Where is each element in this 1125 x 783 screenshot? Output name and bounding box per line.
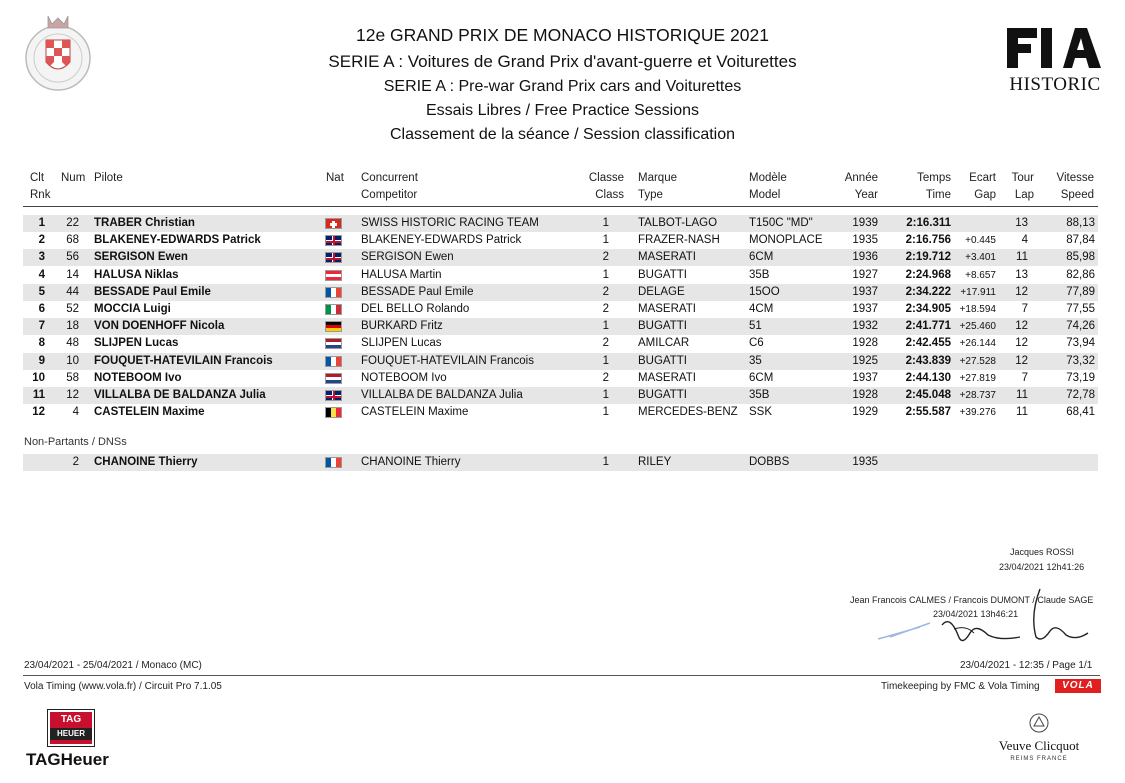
best-lap: 7 [1021, 371, 1028, 384]
speed: 74,26 [1066, 320, 1095, 333]
car-number: 68 [66, 234, 79, 247]
competitor: SERGISON Ewen [361, 251, 454, 264]
class: 1 [602, 268, 609, 281]
signatory-2-names: Jean Francois CALMES / Francois DUMONT / Claude SAGE [850, 595, 1094, 605]
dns-label: Non-Partants / DNSs [24, 436, 127, 448]
lap-time: 2:34.905 [905, 303, 951, 315]
lap-time: 2:43.839 [905, 354, 951, 367]
lap-time: 2:44.130 [905, 371, 951, 384]
col-ecart-fr: Ecart [969, 172, 996, 184]
year: 1928 [852, 389, 878, 401]
nationality-flag-icon [325, 304, 342, 315]
best-lap: 11 [1016, 389, 1028, 401]
gap: +28.737 [959, 390, 996, 401]
footer-page-info: 23/04/2021 - 12:35 / Page 1/1 [960, 660, 1093, 671]
make: TALBOT-LAGO [638, 217, 718, 229]
tag-heuer-shield-mid: HEUER [50, 728, 92, 740]
rank: 10 [32, 371, 45, 384]
car-number: 48 [66, 337, 79, 350]
signatory-1-time: 23/04/2021 12h41:26 [999, 562, 1085, 572]
signatory-2-time: 23/04/2021 13h46:21 [933, 609, 1019, 619]
nationality-flag-icon [325, 407, 342, 418]
col-tour [1006, 170, 1034, 204]
col-ecart [960, 170, 996, 204]
col-temps-fr: Temps [917, 172, 951, 184]
table-row [23, 353, 1098, 370]
lap-time: 2:16.311 [906, 217, 951, 229]
col-classe [584, 170, 624, 204]
nationality-flag-icon [325, 321, 342, 332]
footer-event-dates: 23/04/2021 - 25/04/2021 / Monaco (MC) [24, 660, 202, 671]
competitor: BLAKENEY-EDWARDS Patrick [361, 234, 522, 247]
veuve-clicquot-crest-icon [1028, 712, 1050, 734]
year: 1932 [852, 320, 878, 333]
table-row [23, 249, 1098, 266]
vola-logo: VOLA [1055, 679, 1101, 693]
driver-name: MOCCIA Luigi [94, 303, 171, 315]
driver-name: SERGISON Ewen [94, 251, 188, 264]
best-lap: 13 [1015, 268, 1028, 281]
rank: 7 [38, 320, 45, 333]
col-marque [638, 170, 677, 204]
class: 2 [602, 251, 609, 264]
best-lap: 12 [1015, 337, 1028, 350]
lap-time: 2:34.222 [905, 285, 951, 298]
session-title: Essais Libres / Free Practice Sessions [426, 102, 699, 119]
car-number: 52 [66, 303, 79, 315]
col-tour-en: Lap [1014, 189, 1034, 201]
col-concurrent [361, 170, 418, 204]
best-lap: 12 [1015, 320, 1028, 333]
make: BUGATTI [638, 268, 687, 281]
table-row [23, 404, 1098, 421]
model: MONOPLACE [749, 234, 823, 247]
make: RILEY [638, 456, 672, 468]
gap: +26.144 [959, 338, 996, 350]
car-number: 14 [66, 268, 79, 281]
table-row [23, 370, 1098, 387]
col-marque-fr: Marque [638, 172, 677, 184]
year: 1927 [852, 268, 878, 281]
nationality-flag-icon [325, 235, 342, 246]
driver-name: VON DOENHOFF Nicola [94, 320, 225, 333]
series-title-fr: SERIE A : Voitures de Grand Prix d'avant-guerre et Voiturettes [328, 52, 797, 71]
make: MASERATI [638, 251, 696, 264]
gap: +39.276 [959, 407, 996, 419]
col-vitesse [1050, 170, 1094, 204]
driver-name: TRABER Christian [94, 217, 195, 229]
veuve-clicquot-subtext: REIMS FRANCE [1010, 756, 1068, 762]
best-lap: 11 [1016, 406, 1028, 419]
year: 1937 [852, 303, 878, 315]
tag-heuer-text: TAGHeuer [26, 750, 109, 769]
gap: +3.401 [965, 252, 996, 264]
table-row [23, 387, 1098, 404]
veuve-clicquot-text: Veuve Clicquot [998, 738, 1080, 753]
class: 1 [602, 456, 609, 468]
rank: 4 [38, 268, 45, 281]
driver-name: CASTELEIN Maxime [94, 406, 205, 419]
nationality-flag-icon [325, 338, 342, 349]
model: 15OO [749, 285, 780, 298]
driver-name: HALUSA Niklas [94, 268, 179, 281]
competitor: CASTELEIN Maxime [361, 406, 469, 419]
rank: 8 [38, 337, 45, 350]
classification-title: Classement de la séance / Session classification [389, 126, 736, 143]
speed: 68,41 [1066, 406, 1095, 419]
make: BUGATTI [638, 354, 687, 367]
footer-timekeeping: Timekeeping by FMC & Vola Timing [881, 681, 1040, 692]
model: T150C "MD" [749, 217, 813, 229]
col-modele-en: Model [749, 189, 781, 201]
car-number: 44 [66, 285, 79, 298]
competitor: NOTEBOOM Ivo [361, 371, 447, 384]
competitor: BESSADE Paul Emile [361, 285, 474, 298]
table-row [23, 215, 1098, 232]
lap-time: 2:42.455 [905, 337, 951, 350]
nationality-flag-icon [325, 252, 342, 263]
lap-time: 2:24.968 [905, 268, 951, 281]
class: 1 [602, 234, 609, 247]
best-lap: 12 [1015, 285, 1028, 298]
table-row [23, 301, 1098, 318]
driver-name: FOUQUET-HATEVILAIN Francois [94, 354, 273, 367]
gap: +27.528 [959, 355, 996, 367]
class: 1 [602, 320, 609, 333]
lap-time: 2:16.756 [905, 234, 951, 247]
speed: 72,78 [1066, 389, 1095, 401]
gap: +0.445 [965, 235, 996, 247]
table-row [23, 232, 1098, 249]
col-ecart-en: Gap [974, 189, 996, 201]
col-pilote: Pilote [94, 172, 123, 184]
best-lap: 12 [1015, 354, 1028, 367]
year: 1925 [852, 354, 878, 367]
lap-time: 2:45.048 [905, 389, 951, 401]
make: MASERATI [638, 303, 696, 315]
col-annee-fr: Année [844, 172, 878, 184]
speed: 85,98 [1066, 251, 1095, 264]
competitor: CHANOINE Thierry [361, 456, 461, 468]
rank: 12 [32, 406, 45, 419]
rank: 6 [38, 303, 45, 315]
make: DELAGE [638, 285, 685, 298]
class: 2 [602, 285, 609, 298]
car-number: 18 [66, 320, 79, 333]
nationality-flag-icon [325, 287, 342, 298]
col-temps-en: Time [925, 189, 951, 201]
speed: 73,32 [1066, 354, 1095, 367]
competitor: SLIJPEN Lucas [361, 337, 442, 350]
competitor: SWISS HISTORIC RACING TEAM [361, 217, 539, 229]
col-modele-fr: Modèle [749, 172, 787, 184]
car-number: 2 [72, 456, 79, 468]
col-vitesse-en: Speed [1060, 189, 1094, 201]
col-nat: Nat [326, 172, 344, 184]
nationality-flag-icon [325, 270, 342, 281]
class: 1 [602, 389, 609, 401]
col-concurrent-en: Competitor [361, 189, 418, 201]
event-title: 12e GRAND PRIX DE MONACO HISTORIQUE 2021 [356, 25, 769, 45]
speed: 77,89 [1066, 285, 1095, 298]
col-clt [30, 170, 50, 204]
driver-name: NOTEBOOM Ivo [94, 371, 182, 384]
lap-time: 2:55.587 [905, 406, 951, 419]
speed: 73,19 [1066, 371, 1095, 384]
rank: 11 [32, 389, 45, 401]
class: 1 [602, 354, 609, 367]
driver-name: CHANOINE Thierry [94, 456, 198, 468]
col-marque-en: Type [638, 189, 663, 201]
class: 1 [602, 406, 609, 419]
nationality-flag-icon [325, 373, 342, 384]
year: 1928 [852, 337, 878, 350]
dns-row [23, 454, 1098, 471]
signatory-1-name: Jacques ROSSI [1010, 547, 1075, 557]
driver-name: SLIJPEN Lucas [94, 337, 179, 350]
rank: 3 [38, 251, 45, 264]
year: 1937 [852, 371, 878, 384]
model: SSK [749, 406, 773, 419]
competitor: BURKARD Fritz [361, 320, 443, 333]
speed: 77,55 [1066, 303, 1095, 315]
model: 35B [749, 389, 770, 401]
competitor: FOUQUET-HATEVILAIN Francois [361, 354, 534, 367]
tag-heuer-shield [48, 710, 94, 746]
year: 1939 [852, 217, 878, 229]
competitor: DEL BELLO Rolando [361, 303, 470, 315]
class: 2 [602, 303, 609, 315]
nationality-flag-icon [325, 457, 342, 468]
model: DOBBS [749, 456, 790, 468]
gap: +25.460 [959, 321, 996, 333]
gap: +27.819 [959, 372, 996, 384]
model: 6CM [749, 371, 774, 384]
car-number: 22 [66, 217, 79, 229]
header-divider [23, 206, 1098, 207]
col-clt-en: Rnk [30, 189, 51, 201]
year: 1935 [852, 234, 878, 247]
year: 1936 [852, 251, 878, 264]
car-number: 4 [72, 406, 79, 419]
make: BUGATTI [638, 320, 687, 333]
year: 1929 [852, 406, 878, 419]
col-classe-fr: Classe [588, 172, 624, 184]
car-number: 56 [66, 251, 79, 264]
col-modele [749, 170, 787, 204]
col-clt-fr: Clt [30, 172, 45, 184]
class: 2 [602, 371, 609, 384]
driver-name: BESSADE Paul Emile [94, 285, 211, 298]
rank: 1 [38, 217, 45, 229]
col-vitesse-fr: Vitesse [1056, 172, 1094, 184]
model: 35 [749, 354, 762, 367]
car-number: 10 [66, 354, 79, 367]
make: MERCEDES-BENZ [638, 406, 738, 419]
table-row [23, 335, 1098, 352]
car-number: 12 [66, 389, 79, 401]
handwritten-signatures [870, 575, 1100, 655]
best-lap: 13 [1015, 217, 1028, 229]
model: 4CM [749, 303, 774, 315]
make: MASERATI [638, 371, 696, 384]
gap: +18.594 [959, 304, 996, 315]
table-row [23, 318, 1098, 335]
col-concurrent-fr: Concurrent [361, 172, 418, 184]
table-row [23, 284, 1098, 301]
competitor: VILLALBA DE BALDANZA Julia [361, 389, 523, 401]
nationality-flag-icon [325, 356, 342, 367]
speed: 88,13 [1066, 217, 1095, 229]
make: AMILCAR [638, 337, 690, 350]
rank: 9 [38, 354, 45, 367]
class: 2 [602, 337, 609, 350]
model: 35B [749, 268, 770, 281]
competitor: HALUSA Martin [361, 268, 442, 281]
year: 1935 [852, 456, 878, 468]
speed: 87,84 [1066, 234, 1095, 247]
driver-name: VILLALBA DE BALDANZA Julia [94, 389, 266, 401]
lap-time: 2:19.712 [905, 251, 951, 264]
col-num: Num [61, 172, 86, 184]
model: 51 [749, 320, 762, 333]
make: FRAZER-NASH [638, 234, 720, 247]
footer-divider [23, 675, 1100, 676]
series-title-en: SERIE A : Pre-war Grand Prix cars and Voiturettes [383, 78, 742, 95]
tag-heuer-shield-top: TAG [60, 714, 82, 725]
table-row [23, 267, 1098, 284]
model: 6CM [749, 251, 774, 264]
car-number: 58 [66, 371, 79, 384]
speed: 82,86 [1066, 268, 1095, 281]
footer-timing-software: Vola Timing (www.vola.fr) / Circuit Pro 7.1.05 [24, 681, 222, 692]
rank: 5 [38, 285, 45, 298]
model: C6 [749, 337, 764, 350]
best-lap: 4 [1021, 234, 1028, 247]
col-annee-en: Year [854, 189, 878, 201]
nationality-flag-icon [325, 218, 342, 229]
nationality-flag-icon [325, 390, 342, 401]
gap: +8.657 [965, 269, 996, 281]
col-temps [905, 170, 951, 204]
veuve-clicquot-logo [988, 712, 1090, 772]
lap-time: 2:41.771 [905, 320, 951, 333]
class: 1 [602, 217, 609, 229]
col-annee [838, 170, 878, 204]
best-lap: 11 [1016, 251, 1028, 264]
gap: +17.911 [960, 286, 996, 298]
best-lap: 7 [1021, 303, 1028, 315]
speed: 73,94 [1066, 337, 1095, 350]
rank: 2 [38, 234, 45, 247]
col-classe-en: Class [595, 189, 624, 201]
driver-name: BLAKENEY-EDWARDS Patrick [94, 234, 261, 247]
make: BUGATTI [638, 389, 687, 401]
col-tour-fr: Tour [1011, 172, 1034, 184]
year: 1937 [852, 285, 878, 298]
fia-historic-text: HISTORIC [1009, 74, 1101, 95]
tag-heuer-logo [26, 706, 122, 772]
